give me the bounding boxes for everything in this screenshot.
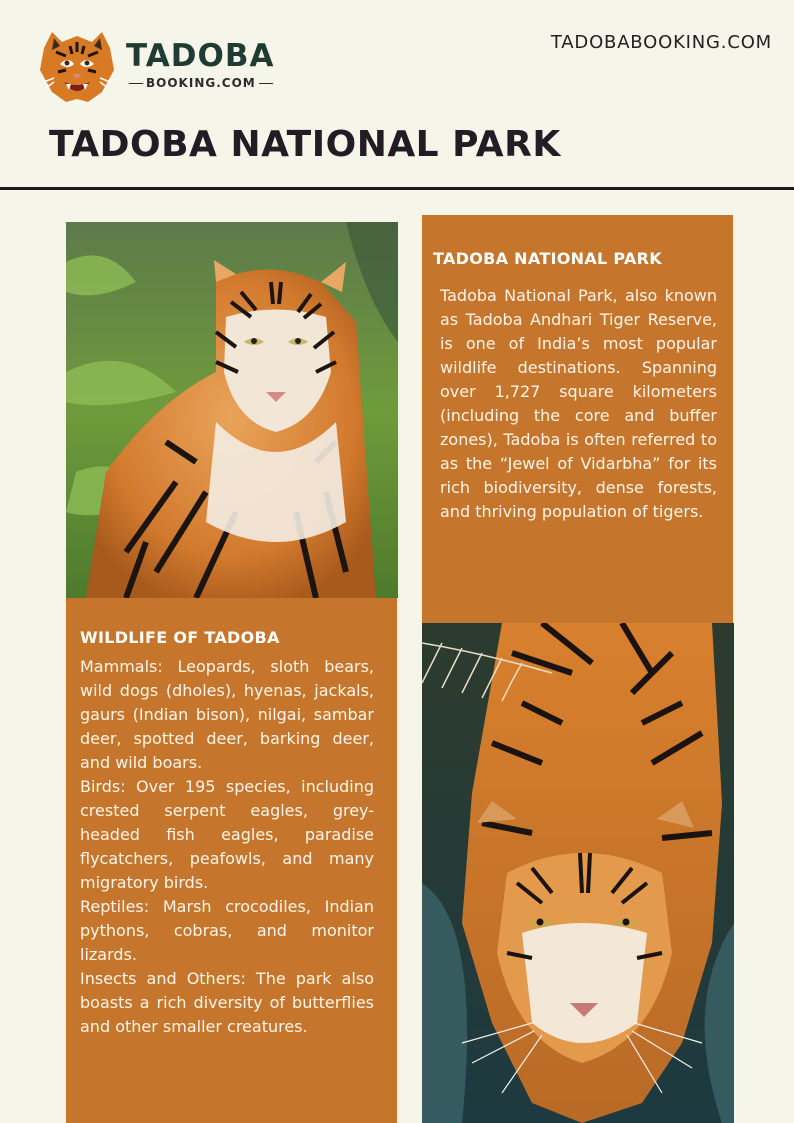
logo-tagline <box>126 76 276 90</box>
intro-card <box>422 215 733 623</box>
intro-heading: TADOBA NATIONAL PARK <box>433 249 662 268</box>
tiger-portrait-photo <box>66 222 398 598</box>
logo-tagline-text: BOOKING.COM <box>146 76 256 90</box>
wildlife-reptiles: Reptiles: Marsh crocodiles, Indian pythons, cobras, and monitor lizards. <box>80 897 374 964</box>
wildlife-mammals: Mammals: Leopards, sloth bears, wild dogs (dholes), hyenas, jackals, gaurs (Indian bison), nilgai, sambar deer, spotted deer, barking deer, and wild boars. <box>80 657 374 772</box>
wildlife-list <box>80 655 374 1039</box>
tiger-water-photo <box>422 623 734 1123</box>
wildlife-birds: Birds: Over 195 species, including crested serpent eagles, grey-headed fish eagles, paradise flycatchers, peafowls, and many migratory birds. <box>80 777 374 892</box>
wildlife-insects: Insects and Others: The park also boasts a rich diversity of butterflies and other smaller creatures. <box>80 969 374 1036</box>
page-title: TADOBA NATIONAL PARK <box>49 124 561 165</box>
wildlife-heading: WILDLIFE OF TADOBA <box>80 628 280 647</box>
logo-wordmark: TADOBA <box>126 38 275 74</box>
header-divider <box>0 187 794 190</box>
brand-logo[interactable] <box>36 26 286 106</box>
site-url-link[interactable]: TADOBABOOKING.COM <box>550 32 772 53</box>
intro-paragraph: Tadoba National Park, also known as Tadoba Andhari Tiger Reserve, is one of India’s most popular wildlife destinations. Spanning over 1,727 square kilometers (including the core and buffer zones), Tadoba is often referred to as the “Jewel of Vidarbha” for its rich biodiversity, dense forests, and thriving population of tigers. <box>440 286 717 521</box>
wildlife-card <box>66 598 397 1123</box>
tiger-head-icon <box>36 26 118 104</box>
